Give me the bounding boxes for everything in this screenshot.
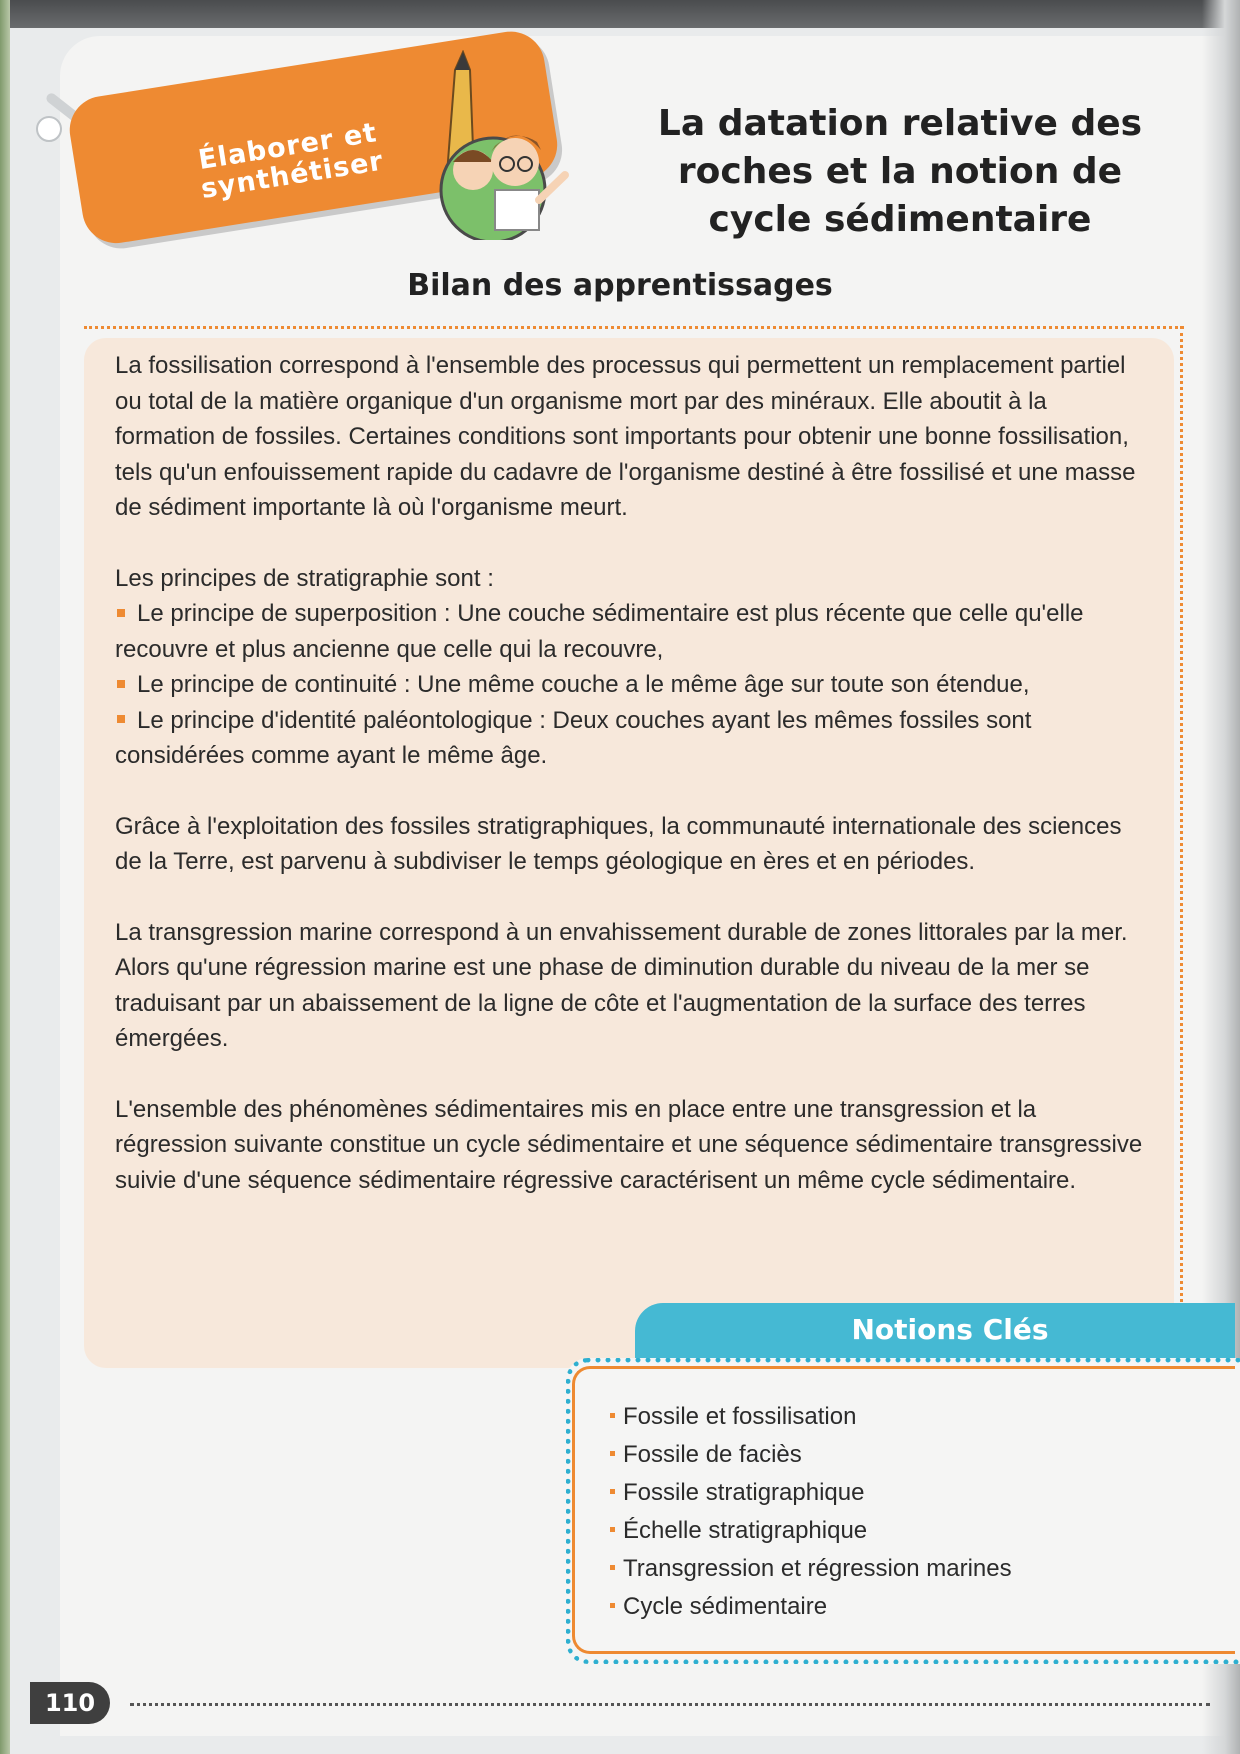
paragraph-fossilisation: La fossilisation correspond à l'ensemble des processus qui permettent un remplacement partiel ou total de la matière organique d'un organisme mort par des minéraux. Elle aboutit à la formation de fossiles. Certaines conditions sont importants pour obtenir une bonne fossilisation, tels qu'un enfouissement rapide du cadavre de l'organisme destiné à être fossilisé et une masse de sédiment importante là où l'organisme meurt. [115, 352, 1136, 521]
footer-dotted-line [130, 1703, 1210, 1706]
list-item: Fossile de faciès [610, 1436, 1170, 1474]
bullet-icon [610, 1565, 615, 1570]
page-edge-strip [0, 0, 10, 1754]
page-title: La datation relative des roches et la notion de cycle sédimentaire [657, 103, 1143, 240]
notions-title: Notions Clés [851, 1313, 1049, 1346]
paragraph-fossiles-stratigraphiques: Grâce à l'exploitation des fossiles stratigraphiques, la communauté internationale des sciences de la Terre, est parvenu à subdiviser le temps géologique en ères et en périodes. [115, 812, 1122, 875]
list-item: Transgression et régression marines [610, 1550, 1170, 1588]
bullet-icon [610, 1603, 615, 1608]
content-text [115, 348, 1145, 1233]
list-item: Fossile et fossilisation [610, 1398, 1170, 1436]
section-title: Bilan des apprentissages [407, 268, 833, 303]
list-item: Le principe de continuité : Une même couche a le même âge sur toute son étendue, [115, 667, 1145, 703]
stratigraphy-intro: Les principes de stratigraphie sont : [115, 564, 494, 592]
notions-list [610, 1398, 1170, 1626]
paragraph-cycle: L'ensemble des phénomènes sédimentaires mis en place entre une transgression et la régression suivante constitue un cycle sédimentaire et une séquence sédimentaire transgressive suivie d'une séquence sédimentaire régressive caractérisent un même cycle sédimentaire. [115, 1095, 1143, 1194]
pin-head-icon [36, 116, 62, 142]
dotted-divider-right [1180, 326, 1183, 1326]
dotted-divider-top [84, 326, 1184, 329]
badge-label: Élaborer et synthétiser [196, 117, 386, 206]
bullet-icon [610, 1413, 615, 1418]
list-item: Cycle sédimentaire [610, 1588, 1170, 1626]
paragraph-transgression: La transgression marine correspond à un envahissement durable de zones littorales par la mer. Alors qu'une régression marine est une phase de diminution durable du niveau de la mer se traduisant par un abaissement de la ligne de côte et l'augmentation de la surface des terres émergées. [115, 918, 1128, 1052]
top-scan-band [0, 0, 1240, 28]
page-number: 110 [30, 1682, 110, 1724]
list-item: Échelle stratigraphique [610, 1512, 1170, 1550]
bullet-icon [117, 715, 125, 723]
bullet-icon [117, 609, 125, 617]
list-item: Fossile stratigraphique [610, 1474, 1170, 1512]
bullet-icon [117, 680, 125, 688]
bullet-icon [610, 1489, 615, 1494]
bullet-icon [610, 1527, 615, 1532]
list-item: Le principe d'identité paléontologique : Deux couches ayant les mêmes fossiles sont considérées comme ayant le même âge. [115, 706, 1032, 769]
mascot-illustration-icon [415, 50, 585, 240]
paragraph-stratigraphy [115, 561, 1145, 774]
bullet-icon [610, 1451, 615, 1456]
list-item: Le principe de superposition : Une couche sédimentaire est plus récente que celle qu'elle recouvre et plus ancienne que celle qui la recouvre, [115, 600, 1084, 663]
